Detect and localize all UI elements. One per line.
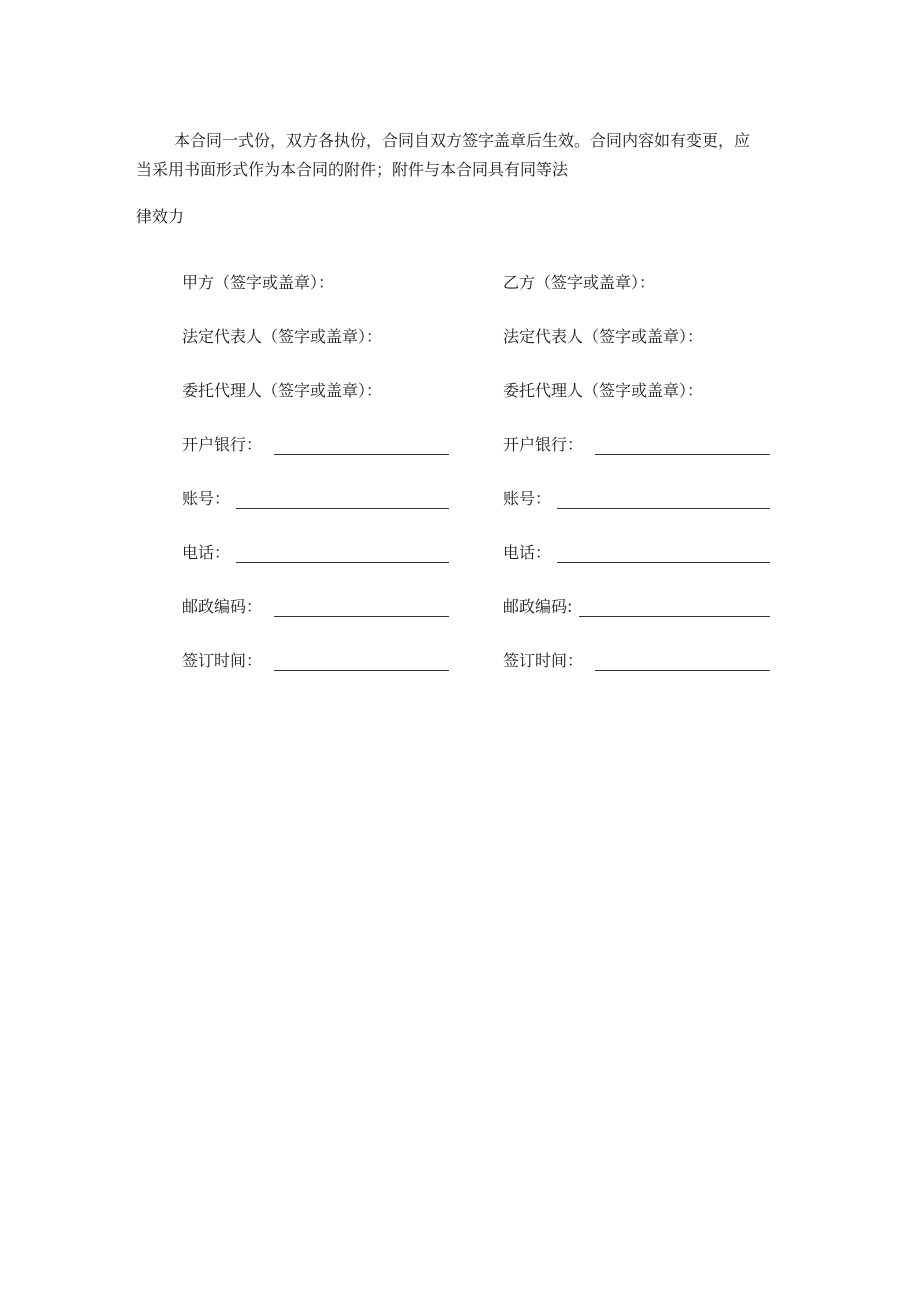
field-row-agent	[0, 381, 920, 403]
field-label: 电话：	[182, 543, 231, 562]
field-label: 乙方（签字或盖章）：	[503, 273, 656, 292]
field-row-party	[0, 273, 920, 295]
phone-a-blank-line[interactable]	[236, 562, 449, 563]
field-label: 电话：	[503, 543, 552, 562]
field-label: 邮政编码:	[503, 597, 573, 616]
account-a-blank-line[interactable]	[236, 508, 449, 509]
bank-b-blank-line[interactable]	[595, 454, 770, 455]
paragraph-line-3: 律效力	[136, 207, 185, 226]
field-row-account	[0, 489, 920, 511]
field-label: 账号：	[182, 489, 231, 508]
legal-rep-b-field	[503, 327, 703, 349]
field-label: 邮政编码：	[182, 597, 263, 616]
field-label: 账号：	[503, 489, 552, 508]
field-row-phone	[0, 543, 920, 565]
party-b-field	[503, 273, 655, 295]
field-label: 委托代理人（签字或盖章）：	[182, 381, 383, 400]
sign-date-a-blank-line[interactable]	[274, 670, 449, 671]
field-row-postcode	[0, 597, 920, 619]
sign-date-b-blank-line[interactable]	[595, 670, 770, 671]
legal-rep-a-field	[182, 327, 382, 349]
field-label: 签订时间：	[182, 651, 263, 670]
postcode-a-field	[182, 597, 262, 619]
agent-a-field	[182, 381, 382, 403]
paragraph-text-1: 本合同一式份，双方各执份，合同自双方签字盖章后生效。合同内容如有变更，应	[174, 131, 751, 150]
bank-b-field	[503, 435, 583, 457]
field-label: 甲方（签字或盖章）：	[182, 273, 335, 292]
postcode-b-blank-line[interactable]	[579, 616, 770, 617]
field-label: 法定代表人（签字或盖章）：	[182, 327, 383, 346]
phone-b-blank-line[interactable]	[557, 562, 770, 563]
account-a-field	[182, 489, 230, 511]
field-label: 委托代理人（签字或盖章）：	[503, 381, 704, 400]
field-row-bank	[0, 435, 920, 457]
phone-b-field	[503, 543, 551, 565]
field-label: 法定代表人（签字或盖章）：	[503, 327, 704, 346]
postcode-b-field	[503, 597, 572, 619]
paragraph-line-1	[136, 131, 750, 151]
bank-a-blank-line[interactable]	[274, 454, 449, 455]
field-row-sign-date	[0, 651, 920, 673]
agent-b-field	[503, 381, 703, 403]
field-label: 开户银行：	[503, 435, 584, 454]
phone-a-field	[182, 543, 230, 565]
sign-date-b-field	[503, 651, 583, 673]
field-label: 签订时间：	[503, 651, 584, 670]
field-label: 开户银行：	[182, 435, 263, 454]
bank-a-field	[182, 435, 262, 457]
party-a-field	[182, 273, 334, 295]
postcode-a-blank-line[interactable]	[274, 616, 449, 617]
account-b-field	[503, 489, 551, 511]
account-b-blank-line[interactable]	[557, 508, 770, 509]
paragraph-line-2: 当采用书面形式作为本合同的附件；附件与本合同具有同等法	[136, 160, 569, 179]
field-row-legal-rep	[0, 327, 920, 349]
sign-date-a-field	[182, 651, 262, 673]
